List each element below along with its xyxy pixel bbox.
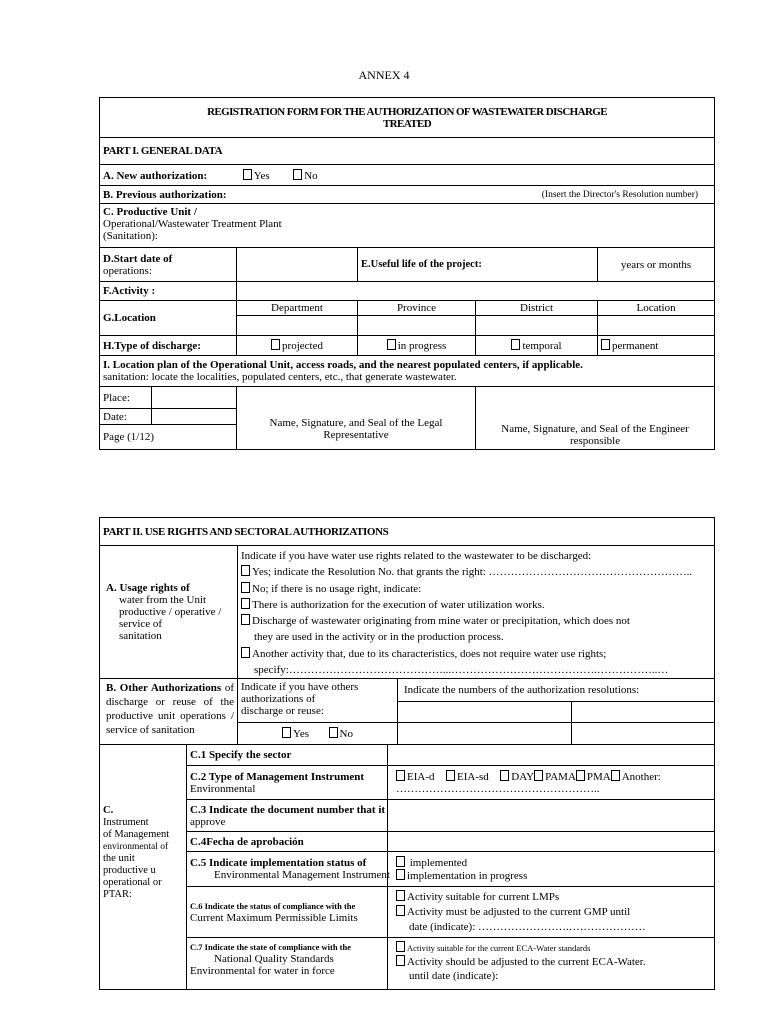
checkbox-icon[interactable] <box>396 869 405 880</box>
lmp-compliance-options <box>388 887 715 938</box>
in-progress-checkbox[interactable] <box>387 339 396 350</box>
permanent-checkbox[interactable] <box>601 339 610 350</box>
usage-rights-no[interactable]: No; if there is no usage right, indicate: <box>241 581 711 597</box>
authorization-number-1[interactable] <box>398 702 572 723</box>
district-field[interactable] <box>476 316 598 336</box>
authorization-number-3[interactable] <box>398 723 572 745</box>
temporal-checkbox[interactable] <box>511 339 520 350</box>
checkbox-icon[interactable] <box>576 770 585 781</box>
document-number-label: C.3 Indicate the document number that it approve <box>187 800 388 832</box>
engineer-signature[interactable]: Name, Signature, and Seal of the Engineer responsible <box>476 387 715 450</box>
province-header: Province <box>358 301 476 316</box>
start-date-field[interactable] <box>237 248 358 282</box>
previous-authorization-label: B. Previous authorization: <box>103 188 227 201</box>
checkbox-icon[interactable] <box>396 856 405 867</box>
lmp-compliance-label: C.6 Indicate the status of compliance with the Current Maximum Permissible Limits <box>187 887 388 938</box>
other-authorizations-label: B. Other Authorizations of discharge or reuse of the productive unit operations / service of sanitation <box>100 679 238 745</box>
sector-label: C.1 Specify the sector <box>187 745 388 766</box>
checkbox-icon[interactable] <box>396 890 405 901</box>
pma-option[interactable]: PMA <box>576 771 611 783</box>
part2-section-title: PART II. USE RIGHTS AND SECTORAL AUTHORIZATIONS <box>100 518 715 546</box>
place-field[interactable] <box>152 387 237 409</box>
department-field[interactable] <box>237 316 358 336</box>
another-option[interactable]: Another: <box>611 771 661 783</box>
no-checkbox[interactable] <box>329 727 338 738</box>
checkbox-icon[interactable] <box>241 614 250 625</box>
checkbox-icon[interactable] <box>241 582 250 593</box>
usage-rights-options: Indicate if you have water use rights related to the wastewater to be discharged: Yes; indicate the Resolution No. that grants the right: ……………………………………………….. No; if there is no usage right, indicate: There is authorization for the execution of water utilization works. Discharge of wastewater originating from mine water or precipitation, which does not they are used in the activity or in the production process. Another activity that, due to its characteristics, does not require water use rights; specify:……………………………………...………………………………….……………..… <box>238 546 715 679</box>
checkbox-icon[interactable] <box>534 770 543 781</box>
no-label: No <box>304 169 318 182</box>
yes-label: Yes <box>253 169 270 182</box>
other-authorizations-yes-no: Yes No <box>238 723 398 745</box>
activity-label: F.Activity : <box>100 282 237 301</box>
eca-date-field[interactable]: until date (indicate): <box>409 970 499 983</box>
approval-date-field[interactable] <box>388 832 715 852</box>
department-header: Department <box>237 301 358 316</box>
another-activity-specify: specify:……………………………………...………………………………….……………..… <box>254 664 669 677</box>
page-number: Page (1/12) <box>100 425 237 450</box>
previous-authorization-row[interactable] <box>100 186 715 204</box>
implementation-status-label: C.5 Indicate implementation status of Environmental Management Instrument <box>187 852 388 887</box>
location-plan-label: I. Location plan of the Operational Unit, access roads, and the nearest populated centers, if applicable. <box>103 359 583 371</box>
other-authorizations-question: Indicate if you have others authorizations of discharge or reuse: <box>238 679 398 723</box>
location-plan-row <box>100 356 715 387</box>
checkbox-icon[interactable] <box>611 770 620 781</box>
eca-compliance-label: C.7 Indicate the state of compliance with the National Quality Standards Environmental for water in force <box>187 938 388 990</box>
projected-option[interactable]: projected <box>237 336 358 356</box>
productive-unit-row[interactable]: C. Productive Unit / Operational/Wastewater Treatment Plant (Sanitation): <box>100 204 715 248</box>
instrument-type-label: C.2 Type of Management Instrument Environmental <box>187 766 388 800</box>
form-title: REGISTRATION FORM FOR THE AUTHORIZATION OF WASTEWATER DISCHARGE TREATED <box>100 98 715 138</box>
checkbox-icon[interactable] <box>500 770 509 781</box>
previous-authorization-hint: (Insert the Director's Resolution number) <box>541 190 699 200</box>
eia-d-option[interactable]: EIA-d <box>396 771 435 783</box>
useful-life-label: E.Useful life of the project: <box>358 248 598 282</box>
usage-rights-another-activity[interactable]: Another activity that, due to its characteristics, does not require water use rights; <box>241 646 711 662</box>
in-progress-option[interactable]: in progress <box>358 336 476 356</box>
another-instrument-field[interactable]: ……………………………………………….. <box>396 783 600 796</box>
lmp-suitable-option[interactable]: Activity suitable for current LMPs <box>396 890 711 905</box>
checkbox-icon[interactable] <box>241 565 250 576</box>
usage-rights-mine-water[interactable]: Discharge of wastewater originating from mine water or precipitation, which does not <box>241 613 711 629</box>
pama-option[interactable]: PAMA <box>534 771 576 783</box>
eca-adjust-option[interactable]: Activity should be adjusted to the current ECA-Water. <box>396 955 711 969</box>
province-field[interactable] <box>358 316 476 336</box>
checkbox-icon[interactable] <box>396 941 405 952</box>
date-label: Date: <box>100 409 152 425</box>
projected-checkbox[interactable] <box>271 339 280 350</box>
sector-field[interactable] <box>388 745 715 766</box>
authorization-number-2[interactable] <box>572 702 715 723</box>
checkbox-icon[interactable] <box>396 905 405 916</box>
eca-suitable-option[interactable]: Activity suitable for the current ECA-Water standards <box>396 941 711 955</box>
yes-checkbox[interactable] <box>282 727 291 738</box>
day-option[interactable]: DAY <box>500 771 534 783</box>
lmp-date-field[interactable]: date (indicate): …………………….………………… <box>409 920 646 933</box>
usage-rights-works[interactable]: There is authorization for the execution of water utilization works. <box>241 597 711 613</box>
checkbox-icon[interactable] <box>241 598 250 609</box>
discharge-type-label: H.Type of discharge: <box>100 336 237 356</box>
location-label: G.Location <box>100 301 237 336</box>
yes-checkbox[interactable] <box>243 169 252 180</box>
new-authorization-row <box>100 165 715 186</box>
new-authorization-label: A. New authorization: <box>103 169 208 182</box>
permanent-option[interactable]: permanent <box>598 336 715 356</box>
lmp-adjust-option[interactable]: Activity must be adjusted to the current GMP until <box>396 905 711 920</box>
date-field[interactable] <box>152 409 237 425</box>
eia-sd-option[interactable]: EIA-sd <box>446 771 489 783</box>
part1-form <box>99 97 715 450</box>
district-header: District <box>476 301 598 316</box>
management-instrument-label: C. Instrument of Management environmental of the unit productive u operational or PTAR: <box>100 745 187 990</box>
checkbox-icon[interactable] <box>396 770 405 781</box>
authorization-numbers-header: Indicate the numbers of the authorization resolutions: <box>398 679 715 702</box>
part1-section-title: PART I. GENERAL DATA <box>100 138 715 165</box>
usage-rights-yes[interactable]: Yes; indicate the Resolution No. that grants the right: ……………………………………………….. <box>241 564 711 580</box>
location-plan-note: sanitation: locate the localities, populated centers, etc., that generate wastewater. <box>103 371 457 383</box>
checkbox-icon[interactable] <box>241 647 250 658</box>
document-number-field[interactable] <box>388 800 715 832</box>
checkbox-icon[interactable] <box>446 770 455 781</box>
no-checkbox[interactable] <box>293 169 302 180</box>
location-header: Location <box>598 301 715 316</box>
checkbox-icon[interactable] <box>396 955 405 966</box>
temporal-option[interactable]: temporal <box>476 336 598 356</box>
eca-compliance-options <box>388 938 715 990</box>
implemented-option[interactable]: implemented <box>396 856 711 869</box>
implementation-in-progress-option[interactable]: implementation in progress <box>396 869 711 882</box>
part2-form <box>99 517 715 990</box>
legal-representative-signature[interactable]: Name, Signature, and Seal of the Legal Representative <box>237 387 476 450</box>
start-date-label: D.Start date of operations: <box>100 248 237 282</box>
location-field[interactable] <box>598 316 715 336</box>
approval-date-label: C.4Fecha de aprobación <box>187 832 388 852</box>
useful-life-field[interactable]: years or months <box>598 248 715 282</box>
implementation-status-options <box>388 852 715 887</box>
productive-unit-label: C. Productive Unit / <box>103 206 197 218</box>
instrument-type-options <box>388 766 715 800</box>
authorization-number-4[interactable] <box>572 723 715 745</box>
usage-rights-question: Indicate if you have water use rights related to the wastewater to be discharged: <box>241 550 592 562</box>
place-label: Place: <box>100 387 152 409</box>
activity-field[interactable] <box>237 282 715 301</box>
annex-heading: ANNEX 4 <box>358 68 410 82</box>
usage-rights-label: A. Usage rights of water from the Unit productive / operative / service of sanitation <box>100 546 238 679</box>
